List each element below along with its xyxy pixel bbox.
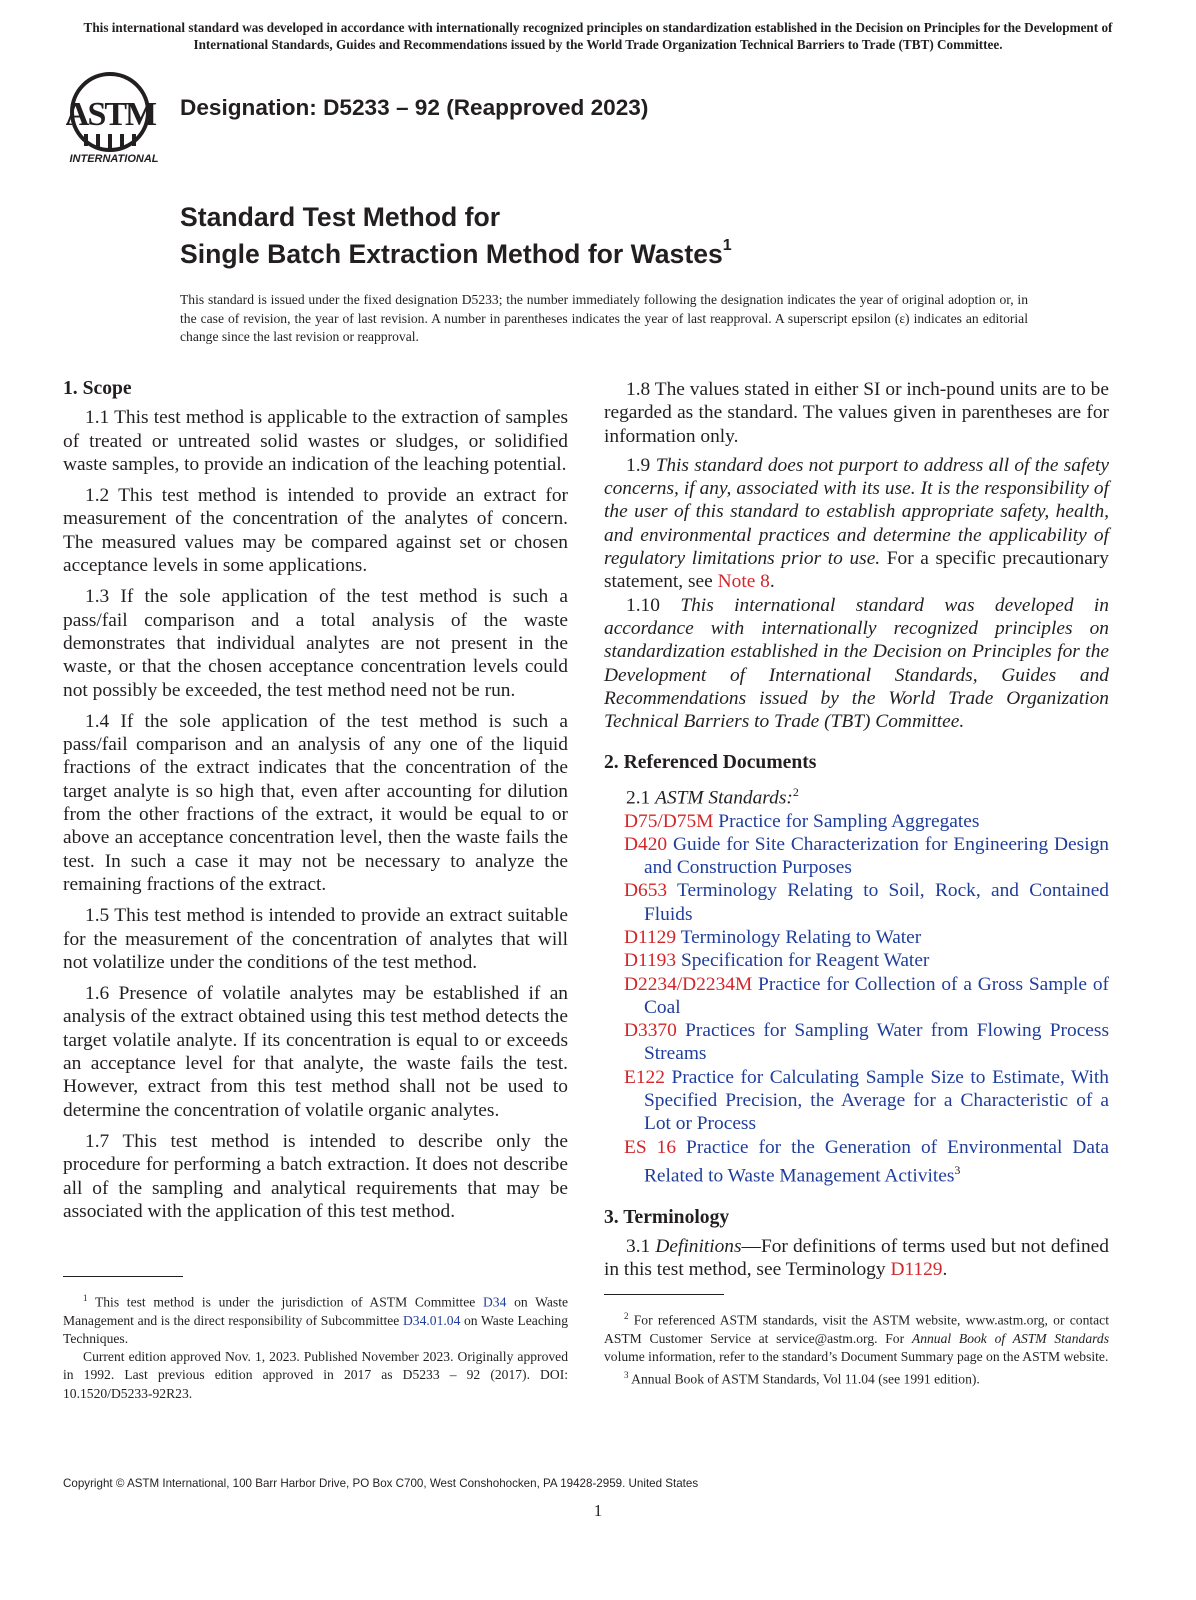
reference-item[interactable]: [624, 926, 1109, 949]
reference-code[interactable]: D3370: [624, 1020, 677, 1042]
page-number: 1: [593, 1501, 603, 1520]
d1129-link[interactable]: D1129: [890, 1259, 943, 1281]
para-1-5: 1.5 This test method is intended to provide an extract suitable for the measurement of the concentration of analytes that will not volatilize under the conditions of the test method.: [63, 905, 568, 973]
title-line-2: Single Batch Extraction Method for Wastes$^1$: [180, 237, 732, 269]
astm-logo: [66, 70, 166, 166]
reference-title[interactable]: Practice for the Generation of Environmental Data Related to Waste Management Activites: [644, 1136, 1109, 1187]
reference-item[interactable]: [624, 973, 1109, 1020]
reference-item[interactable]: [624, 879, 1109, 926]
section-3-heading: 3. Terminology: [604, 1206, 730, 1228]
footnote-1: $^1$ This test method is under the jurisdiction of ASTM Committee D34 on Waste Management and is the direct responsibility of Subcommittee D34.01.04 on Waste Leaching Techniques.: [63, 1293, 569, 1346]
para-1-1: 1.1 This test method is applicable to the extraction of samples of treated or untreated solid wastes or sludges, or solidified waste samples, to provide an indication of the leaching potential.: [63, 407, 568, 475]
para-1-2: 1.2 This test method is intended to provide an extract for measurement of the concentration of the analytes of concern. The measured values may be compared against set or chosen acceptance levels in some applications.: [63, 485, 568, 577]
reference-title[interactable]: Specification for Reagent Water: [680, 950, 930, 972]
document-title: [180, 201, 732, 270]
copyright: Copyright © ASTM International, 100 Barr Harbor Drive, PO Box C700, West Conshohocken, PA 19428-2959. United States: [63, 1477, 699, 1490]
footnote-rule-left: [63, 1276, 183, 1277]
footnote-2: $^2$ For referenced ASTM standards, visit the ASTM website, www.astm.org, or contact ASTM Customer Service at service@astm.org. For Annual Book of ASTM Standards volume information, refer to the standard’s Document Summary page on the ASTM website.: [604, 1311, 1109, 1364]
para-2-1: 2.1 ASTM Standards:$^2$: [626, 784, 799, 809]
reference-title[interactable]: Practice for Calculating Sample Size to Estimate, With Specified Precision, the Average for a Characteristic of a Lot or Process: [644, 1066, 1110, 1135]
reference-code[interactable]: E122: [624, 1066, 665, 1088]
referenced-documents-list: [604, 810, 1109, 1188]
title-line-1: Standard Test Method for: [180, 202, 501, 232]
reference-code[interactable]: D75/D75M: [624, 810, 714, 832]
reference-title[interactable]: Terminology Relating to Soil, Rock, and Contained Fluids: [644, 880, 1109, 925]
reference-title[interactable]: Practice for Collection of a Gross Sample of Coal: [644, 973, 1109, 1018]
reference-footnote-mark: 3: [954, 1162, 961, 1177]
footnote-rule-right: [604, 1294, 724, 1295]
reference-code[interactable]: D420: [624, 833, 668, 855]
para-1-9: 1.9 This standard does not purport to address all of the safety concerns, if any, associated with its use. It is the responsibility of the user of this standard to establish appropriate safety, health, and environmental practices and determine the applicability of regulatory limitations prior to use. For a specific precautionary statement, see Note 8.: [604, 454, 1109, 593]
footnote-1-edition: Current edition approved Nov. 1, 2023. Published November 2023. Originally approved in 1992. Last previous edition approved in 2017 as D5233 – 92 (2017). DOI: 10.1520/D5233-92R23.: [63, 1349, 568, 1401]
astm-logo-icon: [66, 70, 166, 166]
reference-item[interactable]: [624, 1019, 1109, 1066]
reference-code[interactable]: D1129: [624, 927, 677, 948]
reference-code[interactable]: ES 16: [624, 1136, 677, 1158]
para-1-10: 1.10 This international standard was developed in accordance with internationally recognized principles on standardization established in the Decision on Principles for the Development of International Standards, Guides and Recommendations issued by the World Trade Organization Technical Barriers to Trade (TBT) Committee.: [604, 594, 1109, 733]
d34-link[interactable]: D34: [482, 1294, 507, 1310]
svg-text:ASTM: ASTM: [66, 96, 156, 133]
para-1-3: 1.3 If the sole application of the test method is such a pass/fail comparison and a total analysis of the waste demonstrates that individual analytes are not present in the waste, or that the chosen acceptance concentration levels could not possibly be exceeded, the test method need not be run.: [63, 586, 568, 701]
reference-title[interactable]: Guide for Site Characterization for Engineering Design and Construction Purposes: [644, 833, 1109, 879]
issued-note: This standard is issued under the fixed designation D5233; the number immediately following the designation indicates the year of original adoption or, in the case of revision, the year of last revision. A number in parentheses indicates the year of last reapproval. A superscript epsilon (ε) indicates an editorial change since the last revision or reapproval.: [180, 292, 1028, 344]
section-1-heading: 1. Scope: [63, 378, 132, 399]
top-note: This international standard was developed in accordance with internationally recognized principles on standardization established in the Decision on Principles for the Development of International Standards, Guides and Recommendations issued by the World Trade Organization Technical Barriers to Trade (TBT) Committee.: [83, 20, 1113, 52]
para-3-1: 3.1 Definitions—For definitions of terms used but not defined in this test method, see Terminology D1129.: [604, 1236, 1109, 1281]
note-8-link[interactable]: Note 8: [717, 571, 770, 593]
para-1-7: 1.7 This test method is intended to describe only the procedure for performing a batch extraction. It does not describe all of the sampling and analytical requirements that may be associated with the application of this test method.: [63, 1130, 568, 1222]
reference-item[interactable]: [624, 833, 1109, 880]
reference-code[interactable]: D653: [624, 880, 668, 902]
section-2-heading: 2. Referenced Documents: [604, 752, 817, 774]
reference-title[interactable]: Practice for Sampling Aggregates: [718, 810, 980, 832]
logo-subtext: INTERNATIONAL: [69, 153, 159, 165]
title-footnote-mark: 1: [722, 237, 732, 254]
reference-title[interactable]: Practices for Sampling Water from Flowing Process Streams: [644, 1020, 1109, 1065]
footnotes-right: [604, 1307, 1109, 1389]
para-1-4: 1.4 If the sole application of the test method is such a pass/fail comparison and an analysis of any one of the liquid fractions of the extract indicates that the concentration of the target analyte is so high that, even after accounting for dilution from the other fractions of the extract, it would be equal to or above an acceptance concentration level, then the waste fails the test. In such a case it may not be necessary to analyze the remaining fractions of the extract.: [63, 710, 568, 895]
reference-code[interactable]: D1193: [624, 950, 677, 972]
para-1-6: 1.6 Presence of volatile analytes may be established if an analysis of the extract obtained using this test method detects the target volatile analyte. If its concentration is equal to or exceeds an acceptance level for that analyte, the waste fails the test. However, extract from this test method shall not be used to determine the concentration of volatile organic analytes.: [63, 983, 568, 1121]
d34-01-04-link[interactable]: D34.01.04: [402, 1312, 461, 1328]
designation: Designation: D5233 – 92 (Reapproved 2023): [180, 95, 649, 120]
left-column: [63, 377, 568, 1223]
para-1-8: 1.8 The values stated in either SI or inch-pound units are to be regarded as the standard. The values given in parentheses are for information only.: [604, 379, 1109, 447]
reference-item[interactable]: [624, 949, 1109, 972]
reference-title[interactable]: Terminology Relating to Water: [680, 927, 922, 948]
footnote-3: $^3$ Annual Book of ASTM Standards, Vol 11.04 (see 1991 edition).: [624, 1370, 980, 1387]
reference-item[interactable]: [624, 810, 1109, 833]
footnotes-left: [63, 1289, 568, 1403]
reference-code[interactable]: D2234/D2234M: [624, 973, 753, 995]
reference-item[interactable]: [624, 1066, 1109, 1136]
reference-item[interactable]: [624, 1136, 1109, 1188]
right-column: [604, 378, 1109, 1282]
